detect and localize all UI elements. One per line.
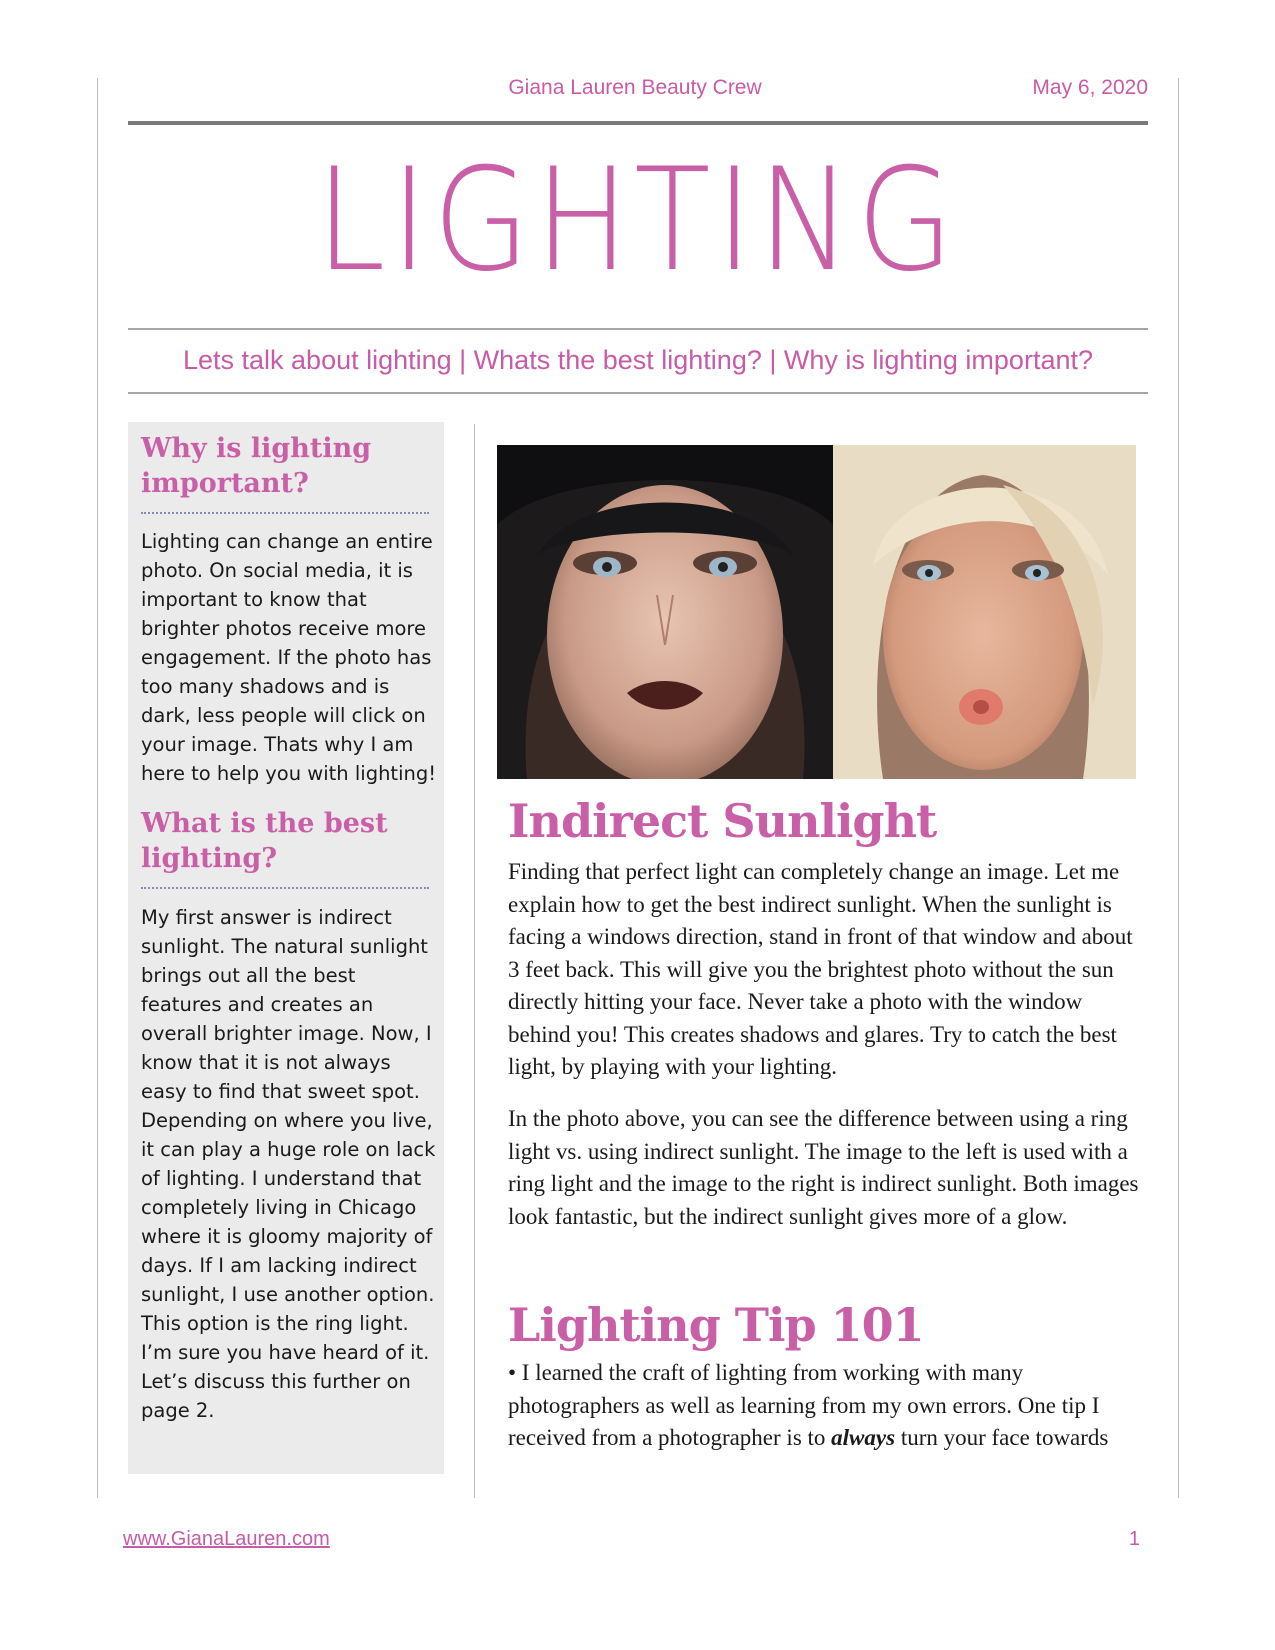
portrait-blonde-hair-illustration bbox=[833, 445, 1136, 779]
sidebar-body-why: Lighting can change an entire photo. On social media, it is important to know that brighter photos receive more engagement. If the photo has too many shadows and is dark, less people will click on your image. Thats why I am here to help you with lighting! bbox=[141, 530, 437, 785]
header-org-name: Giana Lauren Beauty Crew bbox=[508, 76, 762, 99]
sidebar-heading-why: Why is lighting important? bbox=[141, 433, 372, 499]
photo-indirect-sunlight bbox=[833, 445, 1136, 779]
page-title bbox=[0, 138, 1275, 303]
heading-lighting-tip: Lighting Tip 101 bbox=[508, 1298, 924, 1352]
footer-page-number: 1 bbox=[1128, 1528, 1140, 1550]
portrait-dark-hair-illustration bbox=[497, 445, 833, 779]
photo-ring-light bbox=[497, 445, 833, 779]
header-date: May 6, 2020 bbox=[1032, 76, 1148, 99]
sidebar-body-best: My first answer is indirect sunlight. The natural sunlight brings out all the best features and creates an overall brighter image. Now, I know that it is not always easy to find that sweet spot. Depending on where you live, it can play a huge role on lack of lighting. I understand that completely living in Chicago where it is gloomy majority of days. If I am lacking indirect sunlight, I use another option. This option is the ring light. I’m sure you have heard of it. Let’s discuss this further on page 2. bbox=[141, 906, 436, 1422]
paragraph-lighting-tip bbox=[508, 1357, 1148, 1455]
page-title-text: LIGHTING bbox=[315, 138, 960, 303]
sidebar-dotted-divider bbox=[141, 512, 429, 514]
footer-website-link[interactable]: www.GianaLauren.com bbox=[123, 1528, 330, 1550]
column-divider bbox=[474, 424, 475, 1498]
paragraph-indirect-sunlight-2: In the photo above, you can see the difference between using a ring light vs. using indirect sunlight. The image to the left is used with a ring light and the image to the right is indirect sunlight. Both images look fantastic, but the indirect sunlight gives more of a glow. bbox=[508, 1106, 1139, 1229]
tip-emphasis: always bbox=[831, 1425, 896, 1450]
paragraph-indirect-sunlight-1: Finding that perfect light can completely change an image. Let me explain how to get the best indirect sunlight. When the sunlight is facing a windows direction, stand in front of that window and about 3 feet back. This will give you the brightest photo without the sun directly hitting your face. Never take a photo with the window behind you! This creates shadows and glares. Try to catch the best light, by playing with your lighting. bbox=[508, 859, 1133, 1079]
subtitle-nav: Lets talk about lighting | Whats the best lighting? | Why is lighting important? bbox=[182, 345, 1093, 375]
subtitle-divider-top bbox=[128, 328, 1148, 330]
heading-indirect-sunlight: Indirect Sunlight bbox=[508, 794, 937, 848]
header-divider bbox=[128, 121, 1148, 125]
tip-text-start: • I learned the craft of lighting from working with many photographers as well as learning from my own errors. One tip I received from a photographer is to bbox=[508, 1360, 1100, 1450]
sidebar-dotted-divider bbox=[141, 887, 429, 889]
subtitle-divider-bottom bbox=[128, 392, 1148, 394]
tip-text-end: turn your face towards bbox=[895, 1425, 1109, 1450]
sidebar-heading-best: What is the best lighting? bbox=[141, 808, 388, 874]
